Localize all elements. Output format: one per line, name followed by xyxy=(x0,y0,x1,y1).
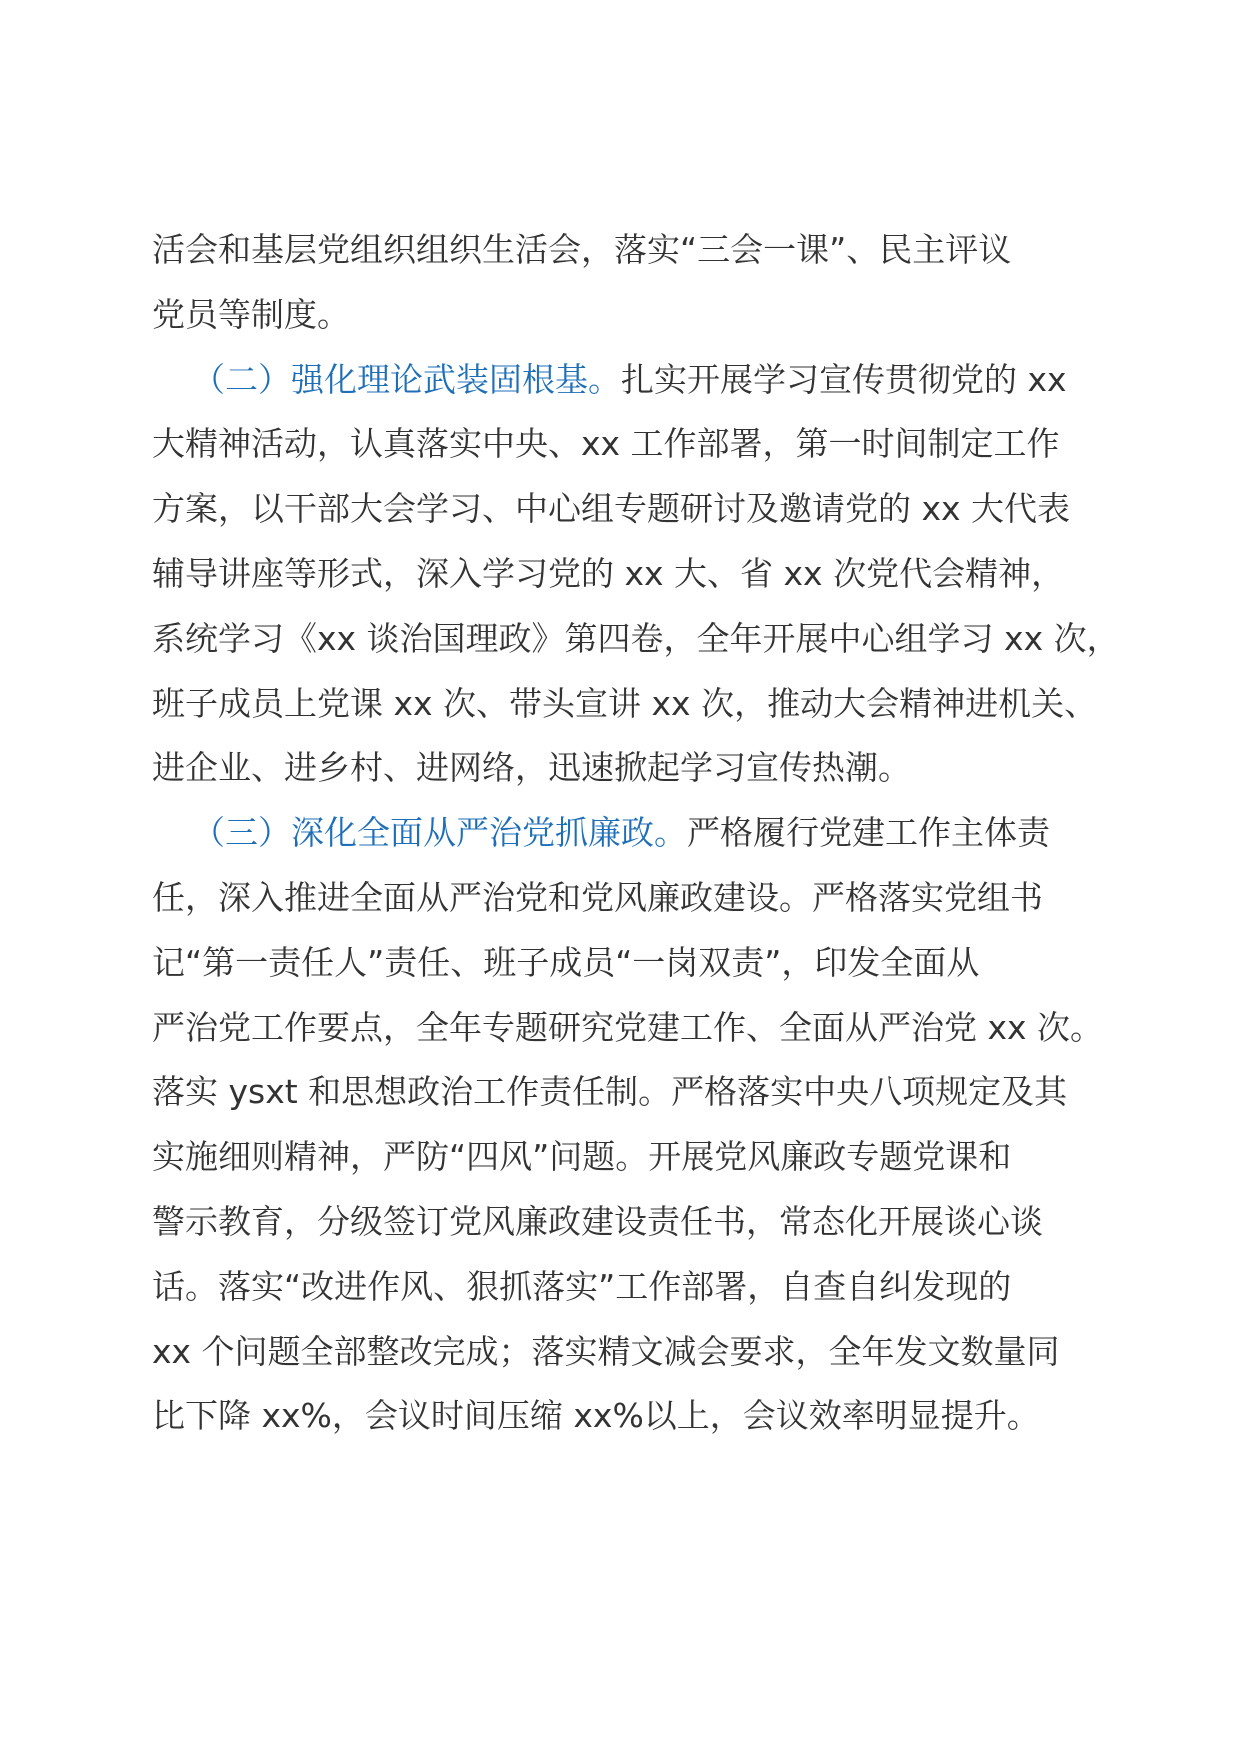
paragraph-2-line: 方案，以干部大会学习、中心组专题研讨及邀请党的 xx 大代表 xyxy=(152,489,1071,529)
paragraph-3-line: 比下降 xx%，会议时间压缩 xx%以上，会议效率明显提升。 xyxy=(152,1396,1040,1436)
paragraph-2-line: 辅导讲座等形式，深入学习党的 xx 大、省 xx 次党代会精神， xyxy=(152,553,1065,593)
paragraph-3-line: 记“第一责任人”责任、班子成员“一岗双责”，印发全面从 xyxy=(152,942,980,982)
document-body xyxy=(152,218,1120,1449)
paragraph-2-line: 大精神活动，认真落实中央、xx 工作部署，第一时间制定工作 xyxy=(152,424,1060,464)
paragraph-1-line-1: 活会和基层党组织组织生活会，落实“三会一课”、民主评议 xyxy=(152,230,1012,269)
section-heading-3: （三）深化全面从严治党抓廉政。 xyxy=(192,813,687,853)
paragraph-3-line: xx 个问题全部整改完成；落实精文减会要求，全年发文数量同 xyxy=(152,1331,1060,1371)
paragraph-2-first-line xyxy=(152,348,1112,413)
paragraph-3-line: 落实 ysxt 和思想政治工作责任制。严格落实中央八项规定及其 xyxy=(152,1072,1068,1112)
paragraph-1-line-2: 党员等制度。 xyxy=(152,294,350,334)
paragraph-3-line: 实施细则精神，严防“四风”问题。开展党风廉政专题党课和 xyxy=(152,1137,1012,1177)
paragraph-2-line: 系统学习《xx 谈治国理政》第四卷，全年开展中心组学习 xx 次， xyxy=(152,618,1120,658)
paragraph-3-line: 警示教育，分级签订党风廉政建设责任书，常态化开展谈心谈 xyxy=(152,1201,1043,1241)
section-heading-2: （二）强化理论武装固根基。 xyxy=(192,359,621,399)
paragraph-3-line: 严治党工作要点，全年专题研究党建工作、全面从严治党 xx 次。 xyxy=(152,1007,1104,1047)
paragraph-2-first-line-text: 扎实开展学习宣传贯彻党的 xx xyxy=(621,359,1067,399)
paragraph-3-line: 任，深入推进全面从严治党和党风廉政建设。严格落实党组书 xyxy=(152,877,1043,917)
paragraph-2-line: 进企业、进乡村、进网络，迅速掀起学习宣传热潮。 xyxy=(152,748,911,788)
paragraph-2-line: 班子成员上党课 xx 次、带头宣讲 xx 次，推动大会精神进机关、 xyxy=(152,683,1098,723)
paragraph-3-first-line-text: 严格履行党建工作主体责 xyxy=(687,813,1050,853)
paragraph-3-line: 话。落实“改进作风、狠抓落实”工作部署，自查自纠发现的 xyxy=(152,1266,1012,1306)
paragraph-3-first-line xyxy=(152,801,1112,866)
